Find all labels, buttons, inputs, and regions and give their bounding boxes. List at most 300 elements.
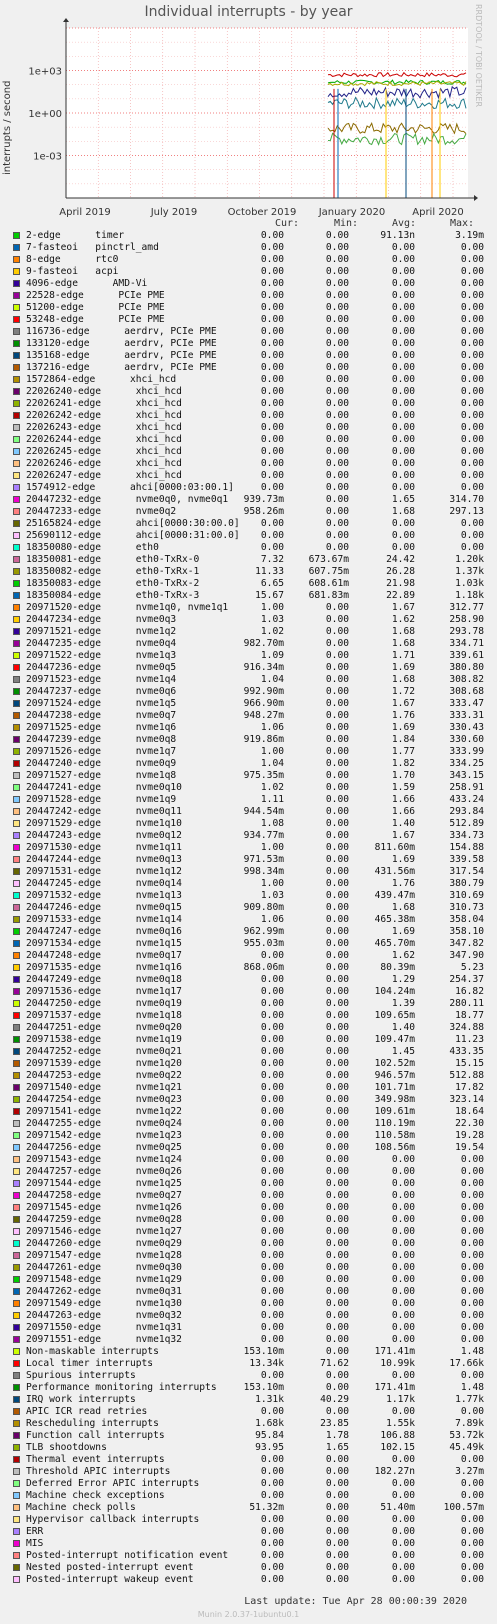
legend-row [0,1166,497,1178]
legend-swatch [13,928,20,935]
legend-max: 0.00 [460,398,484,409]
legend-cur: 0.00 [260,362,284,373]
legend-max: 0.00 [460,1226,484,1237]
legend-cur: 0.00 [260,1526,284,1537]
legend-label: 22528-edge PCIe PME [26,290,165,301]
legend-swatch [13,1192,20,1199]
legend-avg: 0.00 [391,302,415,313]
legend-cur: 0.00 [260,998,284,1009]
legend-max: 0.00 [460,1490,484,1501]
legend-label: 20447241-edge nvme0q10 [26,782,182,793]
legend-label: 20971535-edge nvme1q16 [26,962,182,973]
legend-min: 0.00 [325,938,349,949]
legend-label: 53248-edge PCIe PME [26,314,165,325]
rrdtool-watermark-text: RRDTOOL / TOBI OETIKER [474,4,483,108]
legend-avg: 109.47m [374,1034,415,1045]
legend-label: 20447254-edge nvme0q23 [26,1094,182,1105]
legend-max: 297.13 [449,506,484,517]
legend-min: 1.65 [325,1442,349,1453]
legend-cur: 0.00 [260,1166,284,1177]
legend-max: 5.23 [460,962,484,973]
legend-cur: 919.86m [243,734,284,745]
legend-row [0,1226,497,1238]
legend-cur: 0.00 [260,1262,284,1273]
legend-swatch [13,880,20,887]
legend-cur: 0.00 [260,314,284,325]
y-axis-arrow [63,18,69,22]
legend-cur: 153.10m [243,1382,284,1393]
legend-min: 0.00 [325,482,349,493]
legend-min: 0.00 [325,1106,349,1117]
legend-avg: 1.68 [391,902,415,913]
legend-max: 0.00 [460,266,484,277]
legend-label: 22026246-edge xhci_hcd [26,458,182,469]
legend-label: 20447246-edge nvme0q15 [26,902,182,913]
legend-avg: 1.40 [391,818,415,829]
legend-min: 0.00 [325,1226,349,1237]
legend-row [0,1466,497,1478]
legend-max: 1.48 [460,1346,484,1357]
legend-swatch [13,1048,20,1055]
legend-row [0,290,497,302]
legend-avg: 0.00 [391,1274,415,1285]
legend-row [0,650,497,662]
legend-min: 0.00 [325,1526,349,1537]
legend-avg: 0.00 [391,542,415,553]
legend-label: 4096-edge AMD-Vi [26,278,148,289]
legend-max: 0.00 [460,410,484,421]
legend-max: 0.00 [460,1370,484,1381]
legend-row [0,1178,497,1190]
legend-avg: 465.70m [374,938,415,949]
legend-row [0,578,497,590]
legend-label: 20971529-edge nvme1q10 [26,818,182,829]
legend-cur: 1.31k [255,1394,284,1405]
legend-label: 51200-edge PCIe PME [26,302,165,313]
legend-cur: 0.00 [260,1334,284,1345]
legend-cur: 1.00 [260,878,284,889]
legend-avg: 431.56m [374,866,415,877]
legend-min: 0.00 [325,1202,349,1213]
legend-avg: 0.00 [391,1238,415,1249]
legend-avg: 0.00 [391,1562,415,1573]
legend-min: 0.00 [325,350,349,361]
col-cur: Cur: [275,218,300,229]
legend-max: 0.00 [460,1514,484,1525]
legend-swatch [13,1552,20,1559]
legend-cur: 0.00 [260,530,284,541]
legend-row [0,518,497,530]
legend-row [0,962,497,974]
legend-min: 0.00 [325,254,349,265]
legend-avg: 1.76 [391,710,415,721]
legend-cur: 0.00 [260,290,284,301]
legend-cur: 0.00 [260,398,284,409]
legend-label: 1574912-edge ahci[0000:03:00.1] [26,482,234,493]
legend-label: 22026240-edge xhci_hcd [26,386,182,397]
legend-label: 18350084-edge eth0-TxRx-3 [26,590,200,601]
legend-cur: 0.00 [260,1106,284,1117]
x-tick-label: April 2020 [412,207,464,218]
legend-swatch [13,1204,20,1211]
legend-max: 22.30 [455,1118,484,1129]
legend-label: 20447260-edge nvme0q29 [26,1238,182,1249]
legend-max: 324.88 [449,1022,484,1033]
legend-avg: 0.00 [391,1286,415,1297]
legend-swatch [13,376,20,383]
legend-avg: 811.60m [374,842,415,853]
legend-avg: 465.38m [374,914,415,925]
legend-row [0,1094,497,1106]
legend-cur: 944.54m [243,806,284,817]
legend-swatch [13,508,20,515]
legend-cur: 0.00 [260,542,284,553]
legend-min: 0.00 [325,434,349,445]
legend-max: 0.00 [460,374,484,385]
legend-row [0,446,497,458]
legend-row [0,506,497,518]
legend-avg: 0.00 [391,434,415,445]
legend-row [0,1430,497,1442]
legend-min: 71.62 [320,1358,349,1369]
legend-cur: 0.00 [260,242,284,253]
legend-min: 0.00 [325,374,349,385]
legend-row [0,566,497,578]
legend-label: 18350083-edge eth0-TxRx-2 [26,578,200,589]
y-tick-label: 1e+03 [28,66,62,78]
legend-swatch [13,1264,20,1271]
legend-swatch [13,232,20,239]
legend-label: 116736-edge aerdrv, PCIe PME [26,326,217,337]
legend-min: 0.00 [325,950,349,961]
legend-min: 0.00 [325,794,349,805]
legend-swatch [13,868,20,875]
legend-row [0,350,497,362]
legend-row [0,1394,497,1406]
legend-avg: 0.00 [391,1334,415,1345]
legend-row [0,986,497,998]
legend-min: 0.00 [325,1130,349,1141]
legend-label: 20971543-edge nvme1q24 [26,1154,182,1165]
legend-max: 0.00 [460,422,484,433]
legend-swatch [13,940,20,947]
legend-cur: 955.03m [243,938,284,949]
legend-cur: 0.00 [260,458,284,469]
legend-label: 20971547-edge nvme1q28 [26,1250,182,1261]
legend-min: 0.00 [325,1310,349,1321]
legend-label: 22026241-edge xhci_hcd [26,398,182,409]
legend-min: 0.00 [325,1514,349,1525]
legend-max: 0.00 [460,278,484,289]
legend-max: 1.20k [455,554,484,565]
legend-label: 20447238-edge nvme0q7 [26,710,177,721]
legend-min: 0.00 [325,1034,349,1045]
legend-min: 0.00 [325,1502,349,1513]
legend-cur: 1.00 [260,602,284,613]
legend-swatch [13,1396,20,1403]
legend-label: 20447243-edge nvme0q12 [26,830,182,841]
legend-max: 310.69 [449,890,484,901]
legend-max: 258.91 [449,782,484,793]
legend-swatch [13,760,20,767]
legend-avg: 1.62 [391,950,415,961]
legend-swatch [13,1168,20,1175]
legend-avg: 1.67 [391,602,415,613]
legend-avg: 0.00 [391,1166,415,1177]
legend-cur: 0.00 [260,1238,284,1249]
legend-label: 20447245-edge nvme0q14 [26,878,182,889]
legend-max: 0.00 [460,518,484,529]
legend-avg: 0.00 [391,1214,415,1225]
legend-avg: 1.62 [391,614,415,625]
legend-avg: 0.00 [391,398,415,409]
legend-label: 18350080-edge eth0 [26,542,159,553]
legend-row [0,806,497,818]
legend-cur: 0.00 [260,1574,284,1585]
legend-label: 20971526-edge nvme1q7 [26,746,177,757]
legend-label: MIS [26,1538,44,1549]
legend-row [0,386,497,398]
legend-swatch [13,904,20,911]
legend-swatch [13,1024,20,1031]
legend-avg: 0.00 [391,1202,415,1213]
legend-cur: 0.00 [260,1550,284,1561]
legend-min: 0.00 [325,1334,349,1345]
legend-label: Local timer interrupts [26,1358,154,1369]
legend-min: 0.00 [325,230,349,241]
legend-row [0,902,497,914]
legend-max: 0.00 [460,1526,484,1537]
x-tick-label: July 2019 [150,207,198,218]
legend-swatch [13,460,20,467]
legend-cur: 0.00 [260,1202,284,1213]
legend-label: 20447248-edge nvme0q17 [26,950,182,961]
legend-row [0,458,497,470]
legend-label: 20447258-edge nvme0q27 [26,1190,182,1201]
legend-swatch [13,832,20,839]
legend-min: 0.00 [325,422,349,433]
legend-swatch [13,1276,20,1283]
legend-cur: 6.65 [260,578,284,589]
legend-max: 18.77 [455,1010,484,1021]
legend-cur: 966.90m [243,698,284,709]
legend-min: 0.00 [325,746,349,757]
legend-label: Spurious interrupts [26,1370,136,1381]
legend-min: 607.75m [308,566,349,577]
legend-row [0,890,497,902]
legend-label: 20971540-edge nvme1q21 [26,1082,182,1093]
legend-min: 0.00 [325,494,349,505]
legend-min: 0.00 [325,818,349,829]
legend-cur: 0.00 [260,1058,284,1069]
legend-label: 20971542-edge nvme1q23 [26,1130,182,1141]
legend-row [0,470,497,482]
legend-max: 0.00 [460,1202,484,1213]
legend-avg: 1.82 [391,758,415,769]
legend-label: 20971548-edge nvme1q29 [26,1274,182,1285]
legend-swatch [13,1060,20,1067]
legend-max: 333.99 [449,746,484,757]
legend-row [0,1514,497,1526]
legend-cur: 992.90m [243,686,284,697]
legend-swatch [13,1312,20,1319]
legend-row [0,314,497,326]
legend-row [0,1502,497,1514]
legend-row [0,1442,497,1454]
legend-swatch [13,748,20,755]
legend-label: 20971527-edge nvme1q8 [26,770,177,781]
legend-min: 1.78 [325,1430,349,1441]
legend-row [0,1478,497,1490]
legend-label: Hypervisor callback interrupts [26,1514,200,1525]
legend-row [0,1082,497,1094]
legend-row [0,1010,497,1022]
legend-label: Deferred Error APIC interrupts [26,1478,200,1489]
legend-row [0,926,497,938]
legend-row [0,1130,497,1142]
legend-cur: 0.00 [260,326,284,337]
legend-max: 0.00 [460,1298,484,1309]
legend-row [0,278,497,290]
legend-avg: 1.29 [391,974,415,985]
legend-max: 0.00 [460,302,484,313]
legend-swatch [13,292,20,299]
legend-cur: 0.00 [260,986,284,997]
legend-row [0,1262,497,1274]
legend-avg: 0.00 [391,518,415,529]
legend-label: 20447263-edge nvme0q32 [26,1310,182,1321]
legend-max: 154.88 [449,842,484,853]
legend-max: 0.00 [460,542,484,553]
legend-swatch [13,1120,20,1127]
legend-max: 0.00 [460,458,484,469]
legend-max: 0.00 [460,350,484,361]
legend-swatch [13,340,20,347]
legend-cur: 0.00 [260,1010,284,1021]
legend-avg: 91.13n [380,230,415,241]
legend-row [0,1274,497,1286]
legend-swatch [13,604,20,611]
legend-label: 18350082-edge eth0-TxRx-1 [26,566,200,577]
legend-swatch [13,688,20,695]
legend-row [0,662,497,674]
legend-min: 0.00 [325,1154,349,1165]
legend-label: 20971550-edge nvme1q31 [26,1322,182,1333]
legend-min: 0.00 [325,314,349,325]
legend-label: 20971525-edge nvme1q6 [26,722,177,733]
legend-max: 11.23 [455,1034,484,1045]
legend-min: 0.00 [325,1370,349,1381]
legend-min: 0.00 [325,1466,349,1477]
legend-label: 22026247-edge xhci_hcd [26,470,182,481]
legend-table [0,230,497,1586]
legend-max: 358.10 [449,926,484,937]
legend-swatch [13,484,20,491]
legend-max: 343.15 [449,770,484,781]
legend-label: 20971530-edge nvme1q11 [26,842,182,853]
legend-label: 20447237-edge nvme0q6 [26,686,177,697]
legend-label: 20447259-edge nvme0q28 [26,1214,182,1225]
legend-label: 20971520-edge nvme1q0, nvme1q1 [26,602,229,613]
legend-min: 0.00 [325,1538,349,1549]
legend-swatch [13,316,20,323]
legend-swatch [13,1300,20,1307]
legend-label: 20447261-edge nvme0q30 [26,1262,182,1273]
legend-min: 0.00 [325,1058,349,1069]
legend-cur: 0.00 [260,434,284,445]
legend-avg: 0.00 [391,530,415,541]
legend-label: 20971541-edge nvme1q22 [26,1106,182,1117]
legend-cur: 962.99m [243,926,284,937]
legend-row [0,542,497,554]
legend-max: 0.00 [460,1238,484,1249]
legend-row [0,482,497,494]
legend-cur: 1.08 [260,818,284,829]
legend-swatch [13,1456,20,1463]
legend-min: 0.00 [325,866,349,877]
legend-swatch [13,532,20,539]
legend-row [0,398,497,410]
legend-cur: 0.00 [260,1310,284,1321]
legend-swatch [13,1240,20,1247]
legend-avg: 0.00 [391,1226,415,1237]
legend-row [0,686,497,698]
x-tick-label: October 2019 [227,207,297,218]
legend-cur: 0.00 [260,266,284,277]
legend-max: 3.27m [455,1466,484,1477]
legend-min: 0.00 [325,1094,349,1105]
legend-min: 0.00 [325,686,349,697]
legend-swatch [13,1372,20,1379]
legend-row [0,590,497,602]
legend-swatch [13,1000,20,1007]
legend-avg: 22.89 [386,590,415,601]
legend-max: 358.04 [449,914,484,925]
legend-avg: 0.00 [391,1178,415,1189]
legend-min: 0.00 [325,782,349,793]
legend-row [0,1250,497,1262]
legend-max: 0.00 [460,1406,484,1417]
legend-min: 0.00 [325,266,349,277]
legend-swatch [13,328,20,335]
legend-swatch [13,844,20,851]
legend-max: 433.24 [449,794,484,805]
legend-swatch [13,1468,20,1475]
legend-max: 333.47 [449,698,484,709]
legend-avg: 24.42 [386,554,415,565]
legend-cur: 0.00 [260,1070,284,1081]
legend-avg: 0.00 [391,1190,415,1201]
legend-label: 20971538-edge nvme1q19 [26,1034,182,1045]
legend-min: 0.00 [325,1238,349,1249]
legend-min: 0.00 [325,386,349,397]
legend-max: 0.00 [460,1478,484,1489]
legend-swatch [13,556,20,563]
legend-swatch [13,616,20,623]
legend-min: 0.00 [325,722,349,733]
legend-avg: 109.61m [374,1106,415,1117]
legend-avg: 1.45 [391,1046,415,1057]
legend-row [0,1190,497,1202]
legend-max: 19.54 [455,1142,484,1153]
legend-swatch [13,952,20,959]
legend-avg: 0.00 [391,278,415,289]
legend-avg: 0.00 [391,1262,415,1273]
legend-min: 0.00 [325,1010,349,1021]
legend-avg: 0.00 [391,1478,415,1489]
legend-swatch [13,472,20,479]
legend-label: Performance monitoring interrupts [26,1382,217,1393]
